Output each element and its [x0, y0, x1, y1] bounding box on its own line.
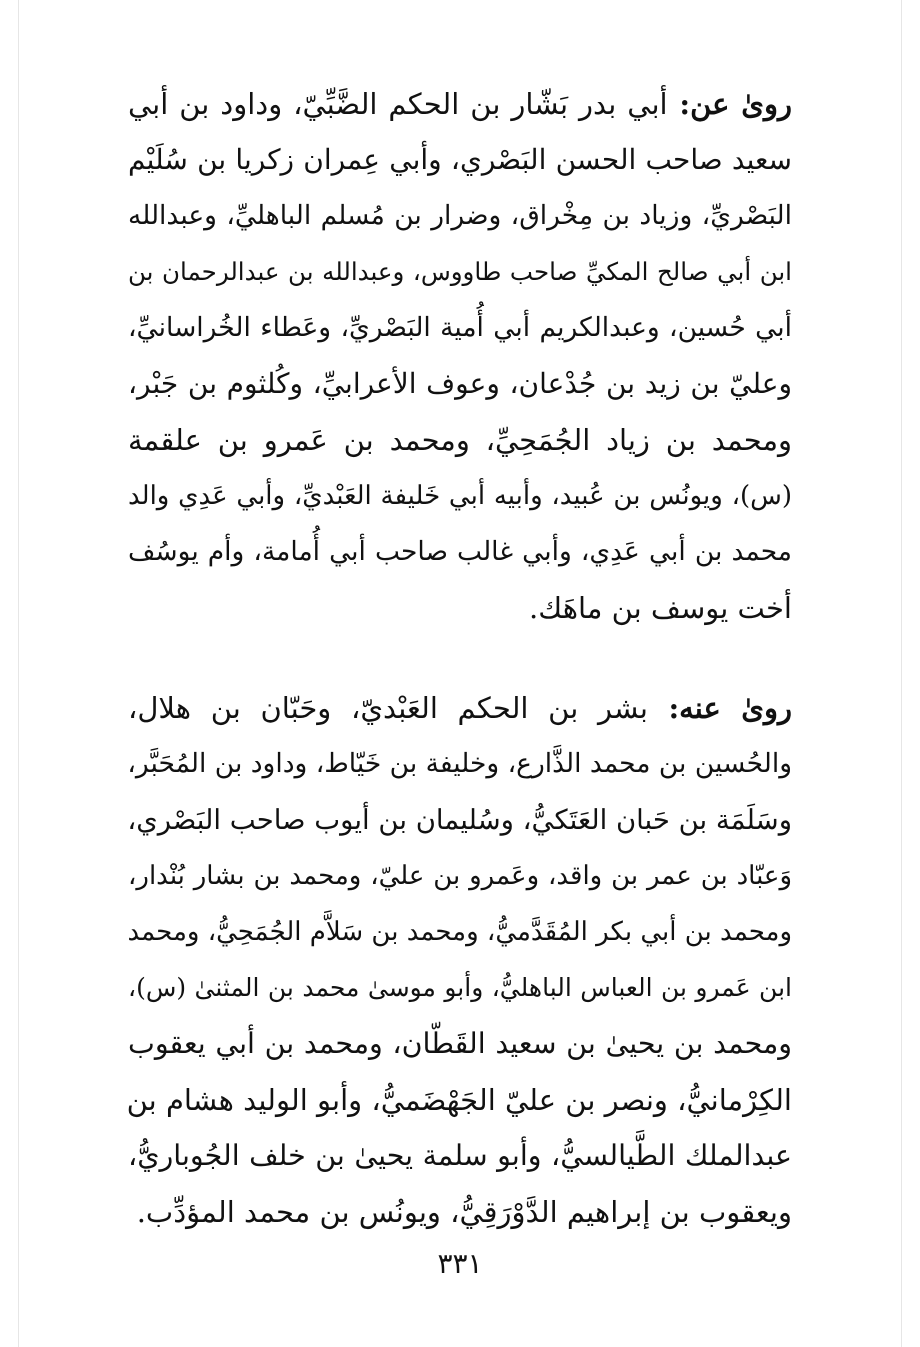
text-line: ومحمد بن أبي بكر المُقَدَّميُّ، ومحمد بن سَلاَّم الجُمَحِيُّ، ومحمد — [127, 917, 792, 947]
text-line: أخت يوسف بن ماهَك. — [529, 591, 792, 625]
text-line: محمد بن أبي عَدِي، وأبي غالب صاحب أبي أُمامة، وأم يوسُف — [128, 536, 792, 567]
text-line-content: بشر بن الحكم العَبْديّ، وحَبّان بن هلال، — [128, 691, 648, 725]
scan-edge-right — [901, 0, 902, 1347]
text-line: وسَلَمَة بن حَبان العَتَكيُّ، وسُليمان بن أيوب صاحب البَصْري، — [127, 804, 792, 836]
narrated-by-paragraph — [128, 680, 792, 1240]
text-line: ابن عَمرو بن العباس الباهليُّ، وأبو موسىٰ محمد بن المثنىٰ (س)، — [128, 973, 792, 1002]
scan-edge-left — [18, 0, 19, 1347]
text-line: سعيد صاحب الحسن البَصْري، وأبي عِمران زكريا بن سُلَيْم — [128, 143, 792, 176]
section-lead-narrated-by: روىٰ عنه: — [647, 691, 793, 725]
text-line — [128, 680, 792, 736]
text-line: البَصْريِّ، وزياد بن مِخْراق، وضرار بن مُسلم الباهليِّ، وعبدالله — [128, 200, 792, 231]
text-line: (س)، ويونُس بن عُبيد، وأبيه أبي خَليفة العَبْديِّ، وأبي عَدِي والد — [128, 481, 792, 511]
narrated-from-paragraph — [128, 76, 792, 636]
text-line: الكِرْمانيُّ، ونصر بن عليّ الجَهْضَميُّ، وأبو الوليد هشام بن — [126, 1083, 792, 1117]
text-line: وَعبّاد بن عمر بن واقد، وعَمرو بن عليّ، ومحمد بن بشار بُنْدار، — [128, 861, 792, 891]
text-line: وعليّ بن زيد بن جُدْعان، وعوف الأعرابيِّ، وكُلثوم بن جَبْر، — [128, 367, 792, 400]
text-line: ومحمد بن يحيىٰ بن سعيد القَطّان، ومحمد بن أبي يعقوب — [128, 1027, 792, 1060]
text-line: ابن أبي صالح المكيِّ صاحب طاووس، وعبدالله بن عبدالرحمان بن — [128, 257, 792, 286]
page-number: ٣٣١ — [437, 1247, 483, 1280]
text-line: ومحمد بن زياد الجُمَحِيِّ، ومحمد بن عَمرو بن علقمة — [128, 423, 792, 457]
text-line: والحُسين بن محمد الذَّارع، وخليفة بن خَيّاط، وداود بن المُحَبَّر، — [127, 748, 792, 779]
text-line-content: أبي بدر بَشّار بن الحكم الضَّبِّيّ، وداود بن أبي — [128, 87, 668, 121]
text-line: ويعقوب بن إبراهيم الدَّوْرَقِيُّ، ويونُس بن محمد المؤدِّب. — [136, 1195, 792, 1229]
text-line — [128, 76, 792, 132]
text-line: أبي حُسين، وعبدالكريم أبي أُمية البَصْريِّ، وعَطاء الخُراسانيِّ، — [128, 312, 792, 343]
section-lead-narrated-from: روىٰ عن: — [667, 87, 793, 121]
text-line: عبدالملك الطَّيالسيُّ، وأبو سلمة يحيىٰ بن خلف الجُوباريُّ، — [128, 1139, 792, 1172]
